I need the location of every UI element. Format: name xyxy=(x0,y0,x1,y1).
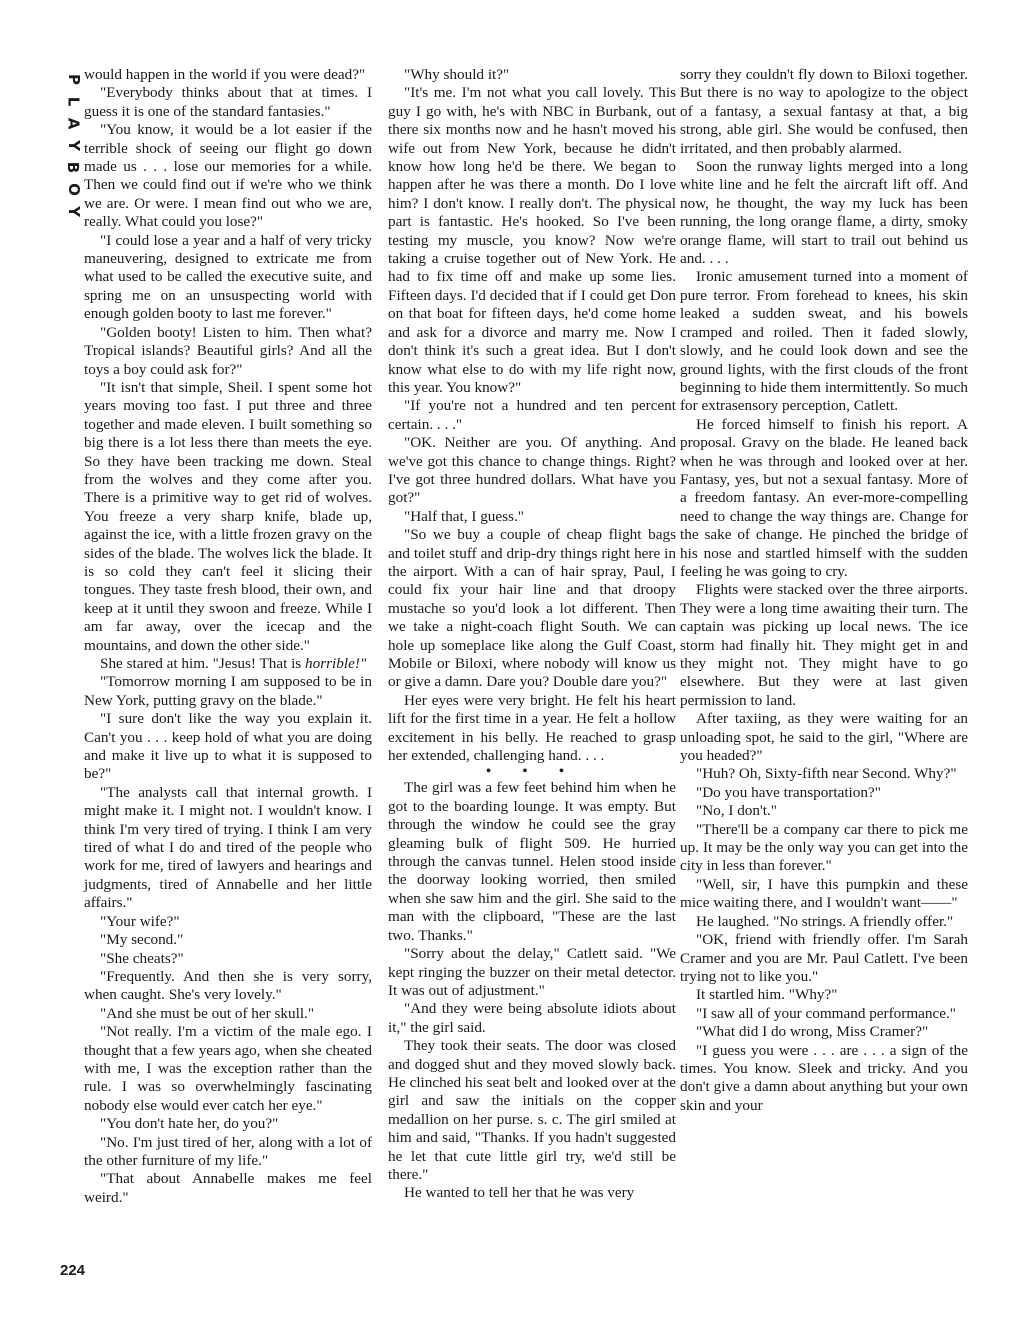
paragraph xyxy=(388,526,676,692)
paragraph-text: would happen in the world if you were dead?" xyxy=(84,66,366,83)
paragraph xyxy=(84,1134,372,1171)
paragraph-text: "I guess you were . . . are . . . a sign of the times. You know. Sleek and tricky. And you don't give a damn about anything but your own skin and your xyxy=(680,1041,968,1114)
paragraph-text: "And they were being absolute idiots about it," the girl said. xyxy=(388,1000,676,1036)
italic-text: horrible!" xyxy=(305,655,367,672)
paragraph xyxy=(84,379,372,655)
paragraph-text: "You know, it would be a lot easier if the terrible shock of seeing our flight go down made us . . . lose our memories for a while. Then we could find out if we're who we think we are. Or were. I mean find out who we are, really. What could you lose?" xyxy=(84,121,372,231)
paragraph-text: The girl was a few feet behind him when he got to the boarding lounge. It was empty. But through the window he could see the gray gleaming bulk of flight 509. He hurried through the canvas tunnel. Helen stood inside the doorway looking worried, then smiled when she saw him and the girl. She said to the man with the clipboard, "These are the last two. Thanks." xyxy=(388,779,676,944)
page-number: 224 xyxy=(60,1262,86,1279)
text-column-2 xyxy=(388,66,676,1203)
paragraph xyxy=(680,784,968,802)
paragraph-text: Her eyes were very bright. He felt his heart lift for the first time in a year. He felt a hollow excitement in his belly. He reached to grasp her extended, challenging hand. . . . xyxy=(388,691,676,765)
paragraph xyxy=(388,945,676,1000)
paragraph-text: Soon the runway lights merged into a long white line and he felt the aircraft lift off. And now, he thought, the way my luck has been running, the long orange flame, a dirty, smoky orange flame, will start to trail out behind us and. . . . xyxy=(680,158,968,268)
paragraph-text: "I could lose a year and a half of very tricky maneuvering, designed to extricate me from what used to be called the executive suite, and spring me on an unsuspecting world with enough golden booty to last me forever." xyxy=(84,231,372,323)
paragraph-text: "So we buy a couple of cheap flight bags and toilet stuff and drip-dry things right here in the airport. With a can of hair spray, Paul, I could fix your hair line and that droopy mustache so you'd look a lot different. Then we take a night-coach flight South. We can hole up someplace like along the Gulf Coast, Mobile or Biloxi, where nobody will know us or give a damn. Dare you? Double dare you?" xyxy=(388,526,676,691)
paragraph xyxy=(680,1042,968,1116)
paragraph-text: "That about Annabelle makes me feel weird." xyxy=(84,1170,372,1206)
paragraph-text: "My second." xyxy=(100,931,184,949)
masthead-letter: Y xyxy=(64,140,83,151)
paragraph xyxy=(388,1000,676,1037)
paragraph xyxy=(84,710,372,784)
paragraph-text: "The analysts call that internal growth. I might make it. I might not. I wouldn't know. I think I'm very tired of trying. I think I am very tired of what I do and tired of the people who work for me, tired of lawyers and hearings and judgments, tired of Annabelle and her little affairs." xyxy=(84,783,372,912)
paragraph xyxy=(84,66,372,84)
paragraph-text: "OK, friend with friendly offer. I'm Sarah Cramer and you are Mr. Paul Catlett. I've been trying not to like you." xyxy=(680,931,968,985)
paragraph-text: "If you're not a hundred and ten percent certain. . . ." xyxy=(388,397,676,433)
paragraph xyxy=(388,692,676,766)
paragraph xyxy=(84,84,372,121)
paragraph xyxy=(84,121,372,231)
paragraph-text: Ironic amusement turned into a moment of pure terror. From forehead to knees, his skin leaked a sudden sweat, and his bowels cramped and roiled. Then it faded slowly, slowly, and he could look down and see the ground lights, with the first clouds of the front beginning to hide them intermittently. So much for extrasensory perception, Catlett. xyxy=(680,268,968,415)
paragraph-text: He wanted to tell her that he was very xyxy=(404,1184,635,1202)
paragraph xyxy=(84,1005,372,1023)
paragraph xyxy=(388,397,676,434)
paragraph xyxy=(680,802,968,820)
scene-break: • • • xyxy=(486,764,578,780)
magazine-masthead xyxy=(63,70,83,221)
paragraph-text: "Everybody thinks about that at times. I guess it is one of the standard fantasies." xyxy=(84,84,372,120)
masthead-letter: O xyxy=(64,183,83,196)
paragraph-text: "Well, sir, I have this pumpkin and these mice waiting there, and I wouldn't want——" xyxy=(680,875,968,912)
masthead-letter: L xyxy=(64,96,83,107)
paragraph-text: It startled him. "Why?" xyxy=(696,986,838,1004)
paragraph xyxy=(680,416,968,582)
paragraph xyxy=(680,986,968,1004)
paragraph xyxy=(680,765,968,783)
text-column-1 xyxy=(84,66,372,1207)
paragraph xyxy=(84,324,372,379)
paragraph xyxy=(680,66,968,158)
paragraph xyxy=(388,779,676,945)
masthead-letter: Y xyxy=(64,206,83,217)
paragraph xyxy=(680,931,968,986)
paragraph-text: "Not really. I'm a victim of the male ego. I thought that a few years ago, when she cheated with me, I was the exception rather than the rule. I was so overwhelmingly fascinating nobody else would ever catch her eye." xyxy=(84,1023,372,1114)
paragraph-text: "Huh? Oh, Sixty-fifth near Second. Why?" xyxy=(696,765,957,783)
paragraph xyxy=(680,913,968,931)
paragraph xyxy=(680,876,968,913)
paragraph xyxy=(388,1037,676,1184)
paragraph-text: "She cheats?" xyxy=(100,949,184,967)
paragraph xyxy=(680,1005,968,1023)
paragraph xyxy=(388,1184,676,1202)
paragraph-text: "Golden booty! Listen to him. Then what? Tropical islands? Beautiful girls? And all the toys a boy could ask for?" xyxy=(84,323,372,378)
paragraph-text: "There'll be a company car there to pick me up. It may be the only way you can get into the city in less than forever." xyxy=(680,820,968,875)
paragraph-text: "Do you have transportation?" xyxy=(696,783,881,801)
masthead-letter: A xyxy=(64,117,83,130)
paragraph-text: She stared at him. "Jesus! That is xyxy=(100,655,306,672)
paragraph xyxy=(680,710,968,765)
paragraph xyxy=(84,673,372,710)
paragraph xyxy=(84,913,372,931)
paragraph-text: Flights were stacked over the three airports. They were a long time awaiting their turn. The captain was picking up local news. The ice storm had finally hit. They might get in and they might not. They might have to go elsewhere. But they were at last given permission to land. xyxy=(680,581,968,709)
paragraph-text: "You don't hate her, do you?" xyxy=(100,1115,279,1133)
paragraph xyxy=(388,84,676,397)
paragraph-text: "Your wife?" xyxy=(100,912,180,930)
paragraph-text: "No. I'm just tired of her, along with a lot of the other furniture of my life." xyxy=(84,1133,372,1169)
paragraph xyxy=(84,1115,372,1133)
paragraph-text: "No, I don't." xyxy=(696,802,777,820)
paragraph-text: "I sure don't like the way you explain it. Can't you . . . keep hold of what you are doing and make it live up to what it is supposed to be?" xyxy=(84,710,372,783)
paragraph xyxy=(84,232,372,324)
paragraph xyxy=(84,784,372,913)
paragraph-text: "And she must be out of her skull." xyxy=(100,1004,315,1022)
paragraph-text: "Sorry about the delay," Catlett said. "We kept ringing the buzzer on their metal detector. It was out of adjustment." xyxy=(388,945,676,999)
paragraph-text: sorry they couldn't fly down to Biloxi together. But there is no way to apologize to the object of a fantasy, a sexual fantasy at that, a big strong, able girl. She would be confused, then irritated, and then probably alarmed. xyxy=(680,66,968,157)
paragraph-text: "Half that, I guess." xyxy=(404,507,524,525)
paragraph-text: "What did I do wrong, Miss Cramer?" xyxy=(696,1023,929,1041)
paragraph-text: After taxiing, as they were waiting for an unloading spot, he said to the girl, "Where are you headed?" xyxy=(680,710,968,765)
paragraph xyxy=(388,434,676,508)
masthead-letter: B xyxy=(64,161,83,174)
paragraph xyxy=(84,1023,372,1115)
text-column-3 xyxy=(680,66,968,1115)
paragraph-text: "OK. Neither are you. Of anything. And we've got this chance to change things. Right? I've got three hundred dollars. What have you got?" xyxy=(388,434,676,507)
paragraph xyxy=(84,1170,372,1207)
paragraph-text: They took their seats. The door was closed and dogged shut and they moved slowly back. He clinched his seat belt and looked over at the girl and saw the initials on the copper medallion on her purse. s. c. The girl smiled at him and said, "Thanks. If you hadn't suggested he let that cute little girl try, we'd still be there." xyxy=(388,1037,676,1183)
paragraph-text: "It isn't that simple, Sheil. I spent some hot years moving too fast. I put three and three together and made eleven. I built something so big there is a lot less there than meets the eye. So they have been tracking me down. Steal from the wolves and they come after you. There is a primitive way to get rid of wolves. You freeze a very sharp knife, blade up, against the ice, with a little frozen gravy on the sides of the blade. The wolves lick the blade. It is so cold they can't feel it slicing their tongues. They taste fresh blood, their own, and keep at it until they swoon and freeze. While I am far away, over the icecap and the mountains, and down the other side." xyxy=(84,378,372,654)
paragraph xyxy=(680,268,968,415)
paragraph xyxy=(680,581,968,710)
paragraph xyxy=(680,158,968,268)
paragraph xyxy=(84,655,372,673)
paragraph xyxy=(84,931,372,949)
paragraph xyxy=(680,821,968,876)
paragraph xyxy=(388,66,676,84)
paragraph-text: "Why should it?" xyxy=(404,66,510,83)
paragraph xyxy=(388,508,676,526)
paragraph-text: "I saw all of your command performance." xyxy=(696,1004,956,1022)
paragraph-text: "Frequently. And then she is very sorry, when caught. She's very lovely." xyxy=(84,967,372,1004)
paragraph xyxy=(84,968,372,1005)
paragraph-text: He forced himself to finish his report. A proposal. Gravy on the blade. He leaned back when he was through and looked over at her. Fantasy, yes, but not a sexual fantasy. More of a freedom fantasy. An ever-more-compelling need to change the way things are. Change for the sake of change. He pinched the bridge of his nose and startled himself with the sudden feeling he was going to cry. xyxy=(680,415,968,580)
paragraph-text: "Tomorrow morning I am supposed to be in New York, putting gravy on the blade." xyxy=(84,673,372,709)
paragraph-text: "It's me. I'm not what you call lovely. This guy I go with, he's with NBC in Burbank, out there six months now and he hasn't moved his wife out from New York, because he didn't know how long he'd be there. We began to happen after he was there a month. Do I love him? I don't know. I really don't. The physical part is fantastic. He's hooked. So I've been testing my muscle, you know? Now we're taking a cruise together out of New York. He had to fix time off and make up some lies. Fifteen days. I'd decided that if I could get Don on that boat for fifteen days, he'd come home and ask for a divorce and marry me. Now I don't think it's such a great idea. But I don't know what else to do with my life right now, this year. You know?" xyxy=(388,84,676,396)
paragraph-text: He laughed. "No strings. A friendly offer." xyxy=(696,912,954,930)
paragraph xyxy=(680,1023,968,1041)
masthead-letter: P xyxy=(64,74,83,85)
paragraph xyxy=(84,950,372,968)
